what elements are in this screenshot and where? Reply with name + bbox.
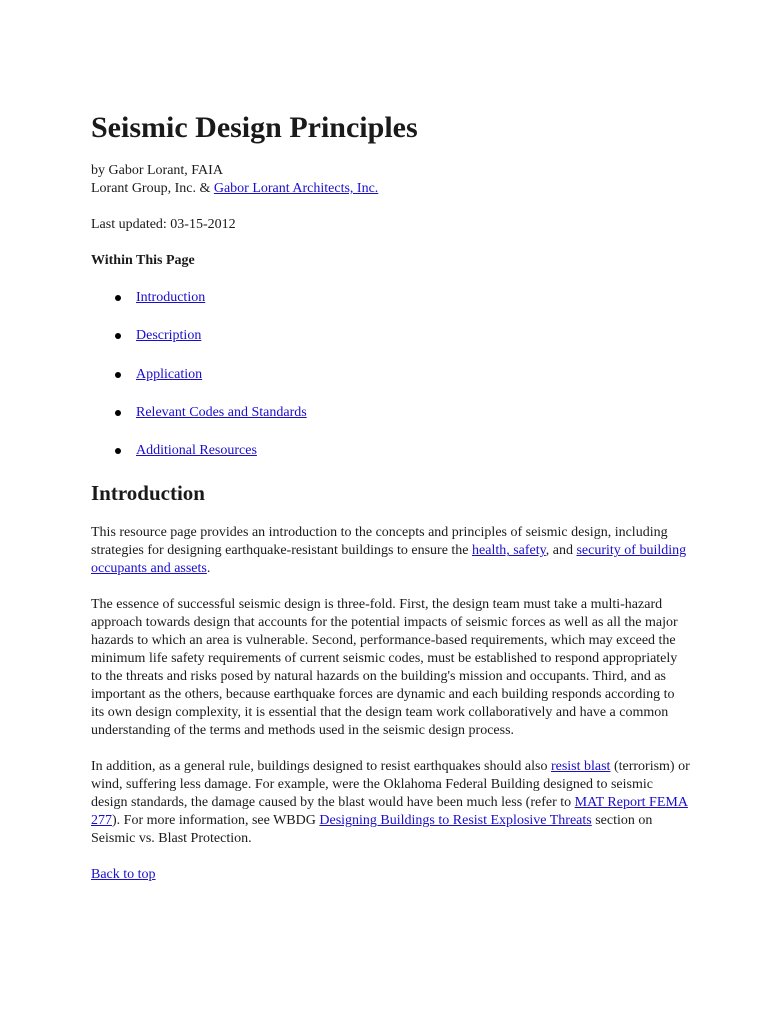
bullet-icon [115,372,121,378]
toc-link-application[interactable]: Application [136,366,203,382]
author-line: by Gabor Lorant, FAIA [91,163,223,178]
intro-paragraph-2: The essence of successful seismic design is three-fold. First, the design team must take a multi-hazard approach towards design that accounts for the potential impacts of seismic forces as well as all the major hazards to which an area is vulnerable. Second, performance-based requirements, which may exceed the minimum life safety requirements of current seismic codes, must be established to respond appropriately to the threats and risks posed by natural hazards on the building's mission and occupants. Third, and as important as the others, because earthquake forces are dynamic and each building responds according to its own design complexity, it is essential that the design team work collaboratively and have a common understanding of the terms and methods used in the seismic design process. [91,597,678,739]
toc-item-introduction [91,288,691,308]
within-this-page-heading: Within This Page [91,253,195,268]
toc-link-additional-resources[interactable]: Additional Resources [136,443,257,459]
intro-p3-d: section on Seismic vs. Blast Protection. [91,813,653,847]
bullet-icon [115,333,121,339]
intro-p1-mid: , and [545,543,577,559]
bullet-icon [115,410,121,416]
organization-link[interactable]: Gabor Lorant Architects, Inc. [213,181,379,196]
table-of-contents [91,288,691,461]
intro-p1-end: . [206,561,211,577]
toc-link-introduction[interactable]: Introduction [136,290,206,305]
toc-link-codes-standards[interactable]: Relevant Codes and Standards [136,404,307,420]
last-updated: Last updated: 03-15-2012 [91,217,236,232]
toc-item-additional-resources [91,441,691,461]
back-to-top-row [91,866,691,884]
bullet-icon [115,448,121,454]
intro-paragraph-1 [91,524,691,578]
introduction-heading: Introduction [91,481,205,506]
intro-p3-c: ). For more information, see WBDG [112,813,320,829]
toc-item-application [91,365,691,385]
explosive-threats-link[interactable]: Designing Buildings to Resist Explosive Threats [319,813,592,829]
bullet-icon [115,295,121,301]
organization-prefix: Lorant Group, Inc. & [91,181,214,196]
intro-p1-text: This resource page provides an introduction to the concepts and principles of seismic design, including strategies for designing earthquake-resistant buildings to ensure the [91,525,668,559]
intro-p3-a: In addition, as a general rule, buildings designed to resist earthquakes should also [91,759,551,775]
toc-item-codes-standards [91,403,691,423]
fema-277-link[interactable]: MAT Report FEMA 277 [91,795,688,829]
toc-link-description[interactable]: Description [136,328,202,344]
organization-line [91,180,691,198]
toc-item-description [91,326,691,346]
resist-blast-link[interactable]: resist blast [550,759,611,775]
article-content [91,108,691,884]
intro-paragraph-3 [91,758,691,848]
byline [91,162,691,198]
page-title: Seismic Design Principles [91,111,418,144]
security-link[interactable]: security of building occupants and assets [91,543,687,577]
back-to-top-link[interactable]: Back to top [91,867,156,883]
intro-p3-b: (terrorism) or wind, suffering less damage. For example, were the Oklahoma Federal Building designed to seismic design standards, the damage caused by the blast would have been much less (refer to [91,759,690,811]
health-safety-link[interactable]: health, safety [472,543,546,559]
